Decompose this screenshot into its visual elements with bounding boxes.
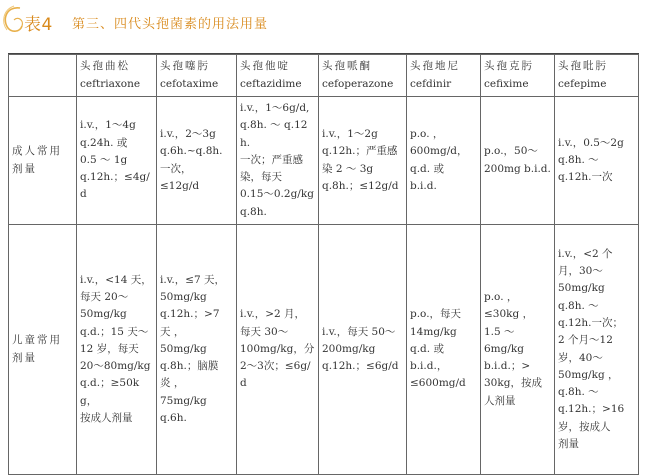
dosage-line: 20～80mg/kg: [80, 360, 151, 373]
dosage-line: q.8h. ～: [558, 299, 599, 312]
dosage-line: 月，30～: [558, 264, 603, 277]
dosage-line: q.d. 或: [410, 342, 444, 355]
drug-name-en: cefdinir: [410, 77, 452, 90]
dosage-line: 按成人剂量: [80, 412, 133, 425]
dosage-line: 一次，: [160, 162, 192, 175]
dosage-line: 2～3次；≤6g/d: [240, 360, 311, 390]
row-header-adult: 成人常用剂量: [9, 97, 77, 225]
dosage-line: q.12h.；≤6g/d: [322, 360, 399, 373]
dosage-line: q.8h. ～: [558, 386, 599, 399]
dosage-line: 每天 30～: [240, 325, 289, 338]
dosage-line: i.v.，<14 天，: [80, 273, 152, 286]
dosage-line: 30kg，按成: [484, 377, 542, 390]
drug-name-cn: 头孢噻肟: [160, 60, 210, 73]
dosage-line: 2 个月～12: [558, 334, 613, 347]
dosage-line: 6mg/kg: [484, 342, 524, 355]
dosage-line: i.v.，1～4g: [80, 119, 136, 132]
dosage-line: q.d. 或: [410, 162, 444, 175]
dosage-line: q.8h. ～ q.12h.: [240, 119, 308, 149]
dosage-line: i.v.，>2 月，: [240, 308, 306, 321]
drug-name-en: cefixime: [484, 77, 529, 90]
dosage-line: p.o.，每天: [410, 308, 462, 321]
dosage-line: 染 2 ～ 3g: [322, 162, 374, 175]
dosage-line: 剂量: [558, 438, 579, 451]
dosage-line: q.6h.~q.8h.: [160, 145, 223, 158]
dosage-line: q.8h. ～: [558, 153, 599, 166]
dosage-line: q.12h.；>16: [558, 403, 625, 416]
dosage-line: 每天 20～: [80, 290, 129, 303]
header-row: [9, 55, 639, 97]
column-header: [319, 55, 407, 97]
dosage-cell: [555, 225, 639, 475]
dosage-line: 14mg/kg: [410, 325, 457, 338]
dosage-cell: [237, 97, 319, 225]
drug-name-en: ceftriaxone: [80, 77, 141, 90]
drug-name-cn: 头孢他啶: [240, 60, 290, 73]
dosage-line: i.v.，每天 50～: [322, 325, 396, 338]
dosage-line: i.v.，1～2g: [322, 127, 378, 140]
dosage-cell: [157, 97, 237, 225]
dosage-line: q.8h.；≤12g/d: [322, 179, 399, 192]
dosage-line: i.v.，2～3g: [160, 127, 216, 140]
drug-name-cn: 头孢吡肟: [558, 60, 608, 73]
dosage-line: 200mg/kg: [322, 342, 376, 355]
dosage-line: 200mg b.i.d.: [484, 162, 551, 175]
table-title: 第三、四代头孢菌素的用法用量: [72, 17, 269, 32]
dosage-line: 50mg/kg ，: [558, 368, 619, 381]
drug-name-en: cefoperazone: [322, 77, 394, 90]
dosage-line: ≤12g/d: [160, 179, 200, 192]
row-header-child: 儿童常用剂量: [9, 225, 77, 475]
dosage-cell: [407, 97, 481, 225]
dosage-line: 染，每天: [240, 171, 282, 184]
dosage-line: 12 岁，每天: [80, 342, 139, 355]
dosage-line: b.i.d.；>: [484, 360, 531, 373]
dosage-cell: [319, 225, 407, 475]
dosage-line: q.24h. 或: [80, 136, 128, 149]
dosage-line: q.12h.一次: [558, 171, 613, 184]
table-row: [9, 97, 639, 225]
dosage-line: 1.5 ～: [484, 325, 515, 338]
dosage-line: 0.5 ～ 1g: [80, 153, 128, 166]
dosage-table: [8, 54, 639, 475]
title-bar: [0, 0, 647, 40]
drug-name-en: cefotaxime: [160, 77, 219, 90]
dosage-line: i.v.，1～6g/d,: [240, 101, 310, 114]
corner-cell: [9, 55, 77, 97]
dosage-line: q.12h.一次；: [558, 316, 624, 329]
dosage-line: 100mg/kg，分: [240, 342, 315, 355]
drug-name-cn: 头孢地尼: [410, 60, 460, 73]
drug-name-cn: 头孢哌酮: [322, 60, 372, 73]
dosage-line: q.12h.；≤4g/d: [80, 171, 150, 201]
dosage-line: q.8h.；脑膜: [160, 360, 219, 373]
dosage-cell: [481, 97, 555, 225]
dosage-line: 一次；严重感: [240, 153, 303, 166]
dosage-line: 50mg/kg: [160, 342, 207, 355]
dosage-cell: [157, 225, 237, 475]
dosage-cell: [77, 225, 157, 475]
dosage-line: q.d.；≥50kg，: [80, 377, 140, 407]
dosage-line: i.v.，0.5～2g: [558, 136, 624, 149]
dosage-line: 0.15～0.2g/kg: [240, 188, 314, 201]
dosage-line: 75mg/kg: [160, 394, 207, 407]
column-header: [407, 55, 481, 97]
dosage-line: q.12h.；>7: [160, 308, 220, 321]
drug-name-cn: 头孢曲松: [80, 60, 130, 73]
drug-name-cn: 头孢克肟: [484, 60, 534, 73]
drug-name-en: ceftazidime: [240, 77, 302, 90]
dosage-line: p.o. ，: [484, 290, 518, 303]
dosage-line: 岁，按成人: [558, 420, 611, 433]
column-header: [481, 55, 555, 97]
dosage-line: i.v.，<2 个: [558, 247, 613, 260]
dosage-line: 50mg/kg: [80, 308, 127, 321]
column-header: [555, 55, 639, 97]
dosage-line: 岁，40～: [558, 351, 603, 364]
table-number: 表4: [24, 15, 53, 35]
dosage-line: ≤30kg ，: [484, 308, 534, 321]
dosage-cell: [407, 225, 481, 475]
dosage-line: 600mg/d，: [410, 145, 468, 158]
dosage-cell: [77, 97, 157, 225]
dosage-line: 炎 ，: [160, 377, 185, 390]
drug-name-en: cefepime: [558, 77, 607, 90]
dosage-cell: [481, 225, 555, 475]
dosage-line: q.8h.: [240, 205, 267, 218]
column-header: [77, 55, 157, 97]
dosage-cell: [319, 97, 407, 225]
dosage-line: q.12h.；严重感: [322, 145, 398, 158]
dosage-line: p.o.，50～: [484, 145, 538, 158]
column-header: [157, 55, 237, 97]
dosage-cell: [555, 97, 639, 225]
dosage-line: b.i.d.，: [410, 360, 448, 373]
dosage-line: 50mg/kg: [558, 282, 605, 295]
dosage-cell: [237, 225, 319, 475]
dosage-line: 人剂量: [484, 394, 516, 407]
table-row: [9, 225, 639, 475]
dosage-line: i.v.，≤7 天，: [160, 273, 226, 286]
dosage-line: b.i.d.: [410, 179, 437, 192]
dosage-line: ≤600mg/d: [410, 377, 466, 390]
dosage-line: 天 ，: [160, 325, 185, 338]
dosage-line: 50mg/kg: [160, 290, 207, 303]
dosage-line: q.6h.: [160, 412, 187, 425]
dosage-line: p.o. ，: [410, 127, 444, 140]
dosage-line: q.d.；15 天～: [80, 325, 149, 338]
column-header: [237, 55, 319, 97]
